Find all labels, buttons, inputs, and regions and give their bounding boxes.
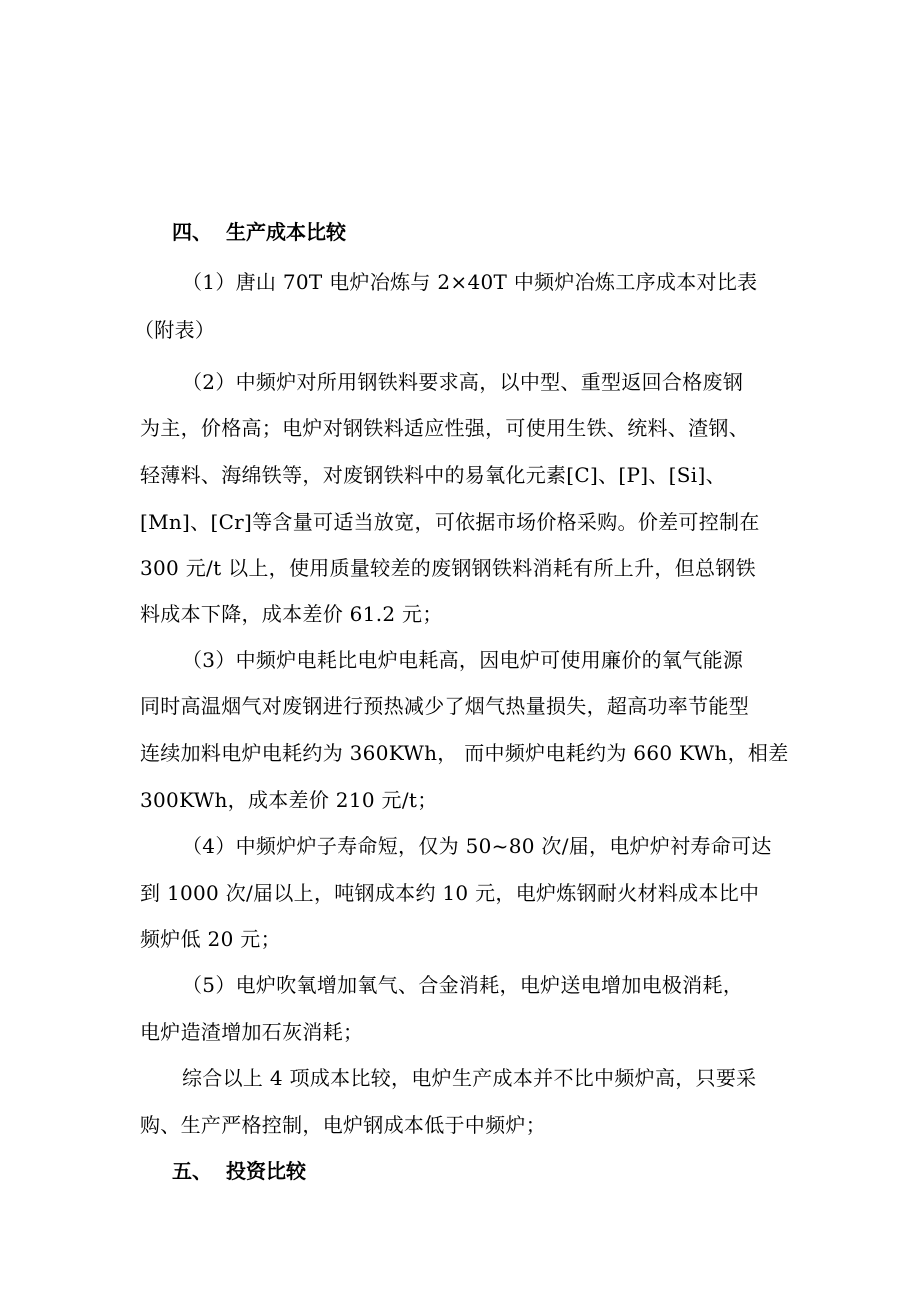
paragraph-1-line-1: （1）唐山 70T 电炉冶炼与 2×40T 中频炉冶炼工序成本对比表 [182,270,758,294]
paragraph-2-line-6: 料成本下降，成本差价 61.2 元； [140,602,443,626]
paragraph-6-line-1: 综合以上 4 项成本比较，电炉生产成本并不比中频炉高，只要采 [182,1066,757,1090]
paragraph-2-line-2: 为主，价格高；电炉对钢铁料适应性强，可使用生铁、统料、渣钢、 [140,416,749,440]
paragraph-1-line-2: （附表） [134,318,216,342]
paragraph-2-line-3: 轻薄料、海绵铁等，对废钢铁料中的易氧化元素[C]、[P]、[Si]、 [140,463,726,487]
paragraph-2-line-1: （2）中频炉对所用钢铁料要求高，以中型、重型返回合格废钢 [182,370,744,394]
paragraph-3-line-1: （3）中频炉电耗比电炉电耗高，因电炉可使用廉价的氧气能源 [182,648,744,672]
paragraph-5-line-1: （5）电炉吹氧增加氧气、合金消耗，电炉送电增加电极消耗， [182,973,744,997]
paragraph-5-line-2: 电炉造渣增加石灰消耗； [140,1020,364,1044]
paragraph-4-line-1: （4）中频炉炉子寿命短，仅为 50~80 次/届，电炉炉衬寿命可达 [182,834,772,858]
section-heading-4 [172,216,346,245]
paragraph-2-line-5: 300 元/t 以上，使用质量较差的废钢钢铁料消耗有所上升，但总钢铁 [140,556,756,580]
section-heading-5 [172,1155,306,1184]
section-number: 五、 [172,1159,212,1183]
paragraph-2-line-4: [Mn]、[Cr]等含量可适当放宽，可依据市场价格采购。价差可控制在 [140,510,760,534]
paragraph-4-line-3: 频炉低 20 元； [140,927,281,951]
paragraph-4-line-2: 到 1000 次/届以上，吨钢成本约 10 元，电炉炼钢耐火材料成本比中 [140,881,760,905]
section-title: 生产成本比较 [226,220,346,244]
section-title: 投资比较 [226,1159,306,1183]
paragraph-3-line-4: 300KWh，成本差价 210 元/t； [140,788,438,812]
section-number: 四、 [172,220,212,244]
paragraph-3-line-3: 连续加料电炉电耗约为 360KWh， 而中频炉电耗约为 660 KWh，相差 [140,741,789,765]
paragraph-6-line-2: 购、生产严格控制，电炉钢成本低于中频炉； [140,1113,546,1137]
paragraph-3-line-2: 同时高温烟气对废钢进行预热减少了烟气热量损失，超高功率节能型 [140,694,749,718]
